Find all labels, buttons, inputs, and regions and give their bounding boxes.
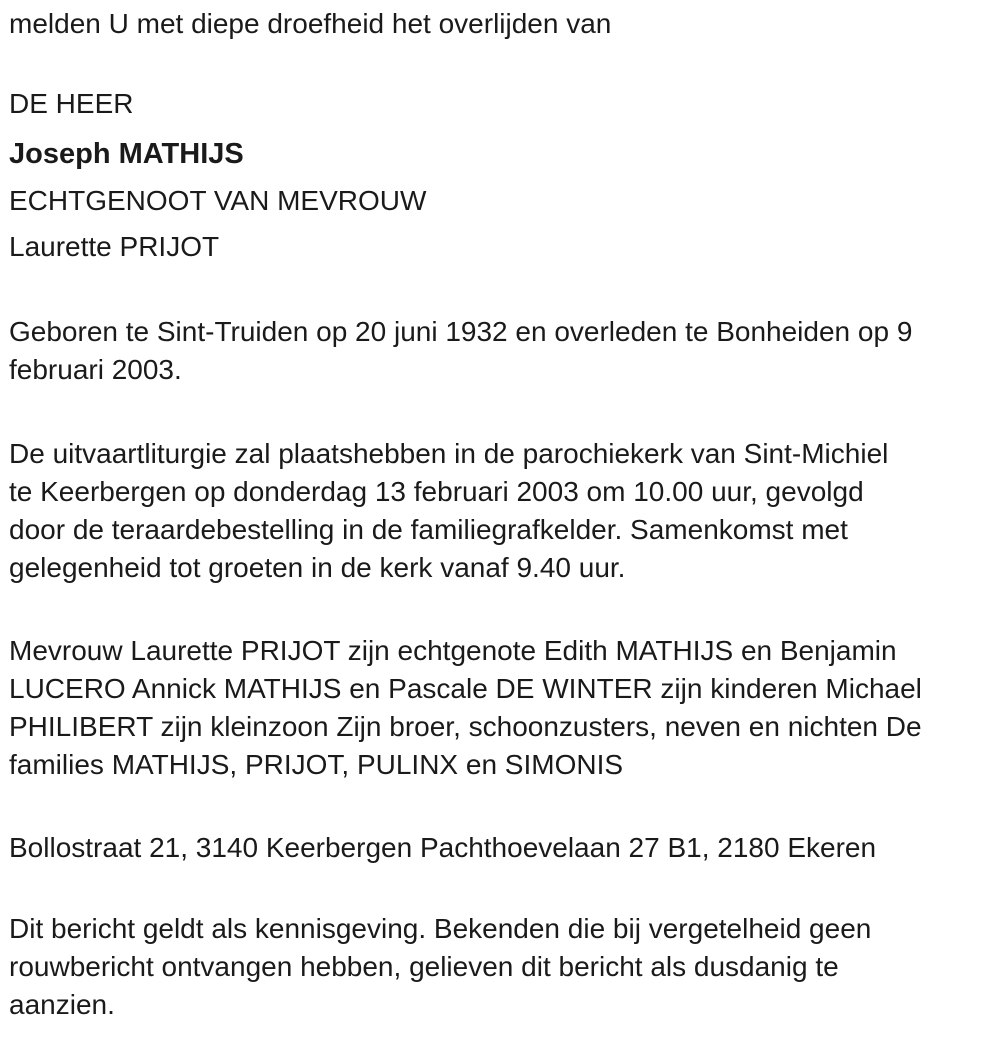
relation-title-text: ECHTGENOOT VAN MEVROUW <box>9 185 427 216</box>
family-line: PHILIBERT zijn kleinzoon Zijn broer, schoonzusters, neven en nichten De <box>9 711 922 742</box>
notice-paragraph <box>9 910 991 1024</box>
addresses-paragraph <box>9 829 991 867</box>
funeral-line: te Keerbergen op donderdag 13 februari 2003 om 10.00 uur, gevolgd <box>9 476 864 507</box>
birth-death-paragraph <box>9 313 991 389</box>
birth-death-line: februari 2003. <box>9 354 182 385</box>
family-line: families MATHIJS, PRIJOT, PULINX en SIMONIS <box>9 749 624 780</box>
funeral-paragraph <box>9 435 991 587</box>
family-line: Mevrouw Laurette PRIJOT zijn echtgenote Edith MATHIJS en Benjamin <box>9 635 897 666</box>
spouse-name-text: Laurette PRIJOT <box>9 231 220 262</box>
birth-death-line: Geboren te Sint-Truiden op 20 juni 1932 en overleden te Bonheiden op 9 <box>9 316 913 347</box>
salutation <box>9 85 991 123</box>
family-paragraph <box>9 632 991 784</box>
notice-line: rouwbericht ontvangen hebben, gelieven dit bericht als dusdanig te <box>9 951 839 982</box>
funeral-line: De uitvaartliturgie zal plaatshebben in de parochiekerk van Sint-Michiel <box>9 438 889 469</box>
notice-line: aanzien. <box>9 989 115 1020</box>
family-line: LUCERO Annick MATHIJS en Pascale DE WINTER zijn kinderen Michael <box>9 673 922 704</box>
intro-line <box>9 5 991 43</box>
funeral-line: gelegenheid tot groeten in de kerk vanaf 9.40 uur. <box>9 552 626 583</box>
notice-line: Dit bericht geldt als kennisgeving. Bekenden die bij vergetelheid geen <box>9 913 872 944</box>
spouse-name <box>9 228 991 266</box>
funeral-line: door de teraardebestelling in de familiegrafkelder. Samenkomst met <box>9 514 848 545</box>
address-line: Bollostraat 21, 3140 Keerbergen Pachthoevelaan 27 B1, 2180 Ekeren <box>9 832 877 863</box>
deceased-name-text: Joseph MATHIJS <box>9 138 244 170</box>
deceased-name <box>9 135 991 173</box>
salutation-text: DE HEER <box>9 88 134 119</box>
intro-text: melden U met diepe droefheid het overlijden van <box>9 8 612 39</box>
relation-title <box>9 182 991 220</box>
